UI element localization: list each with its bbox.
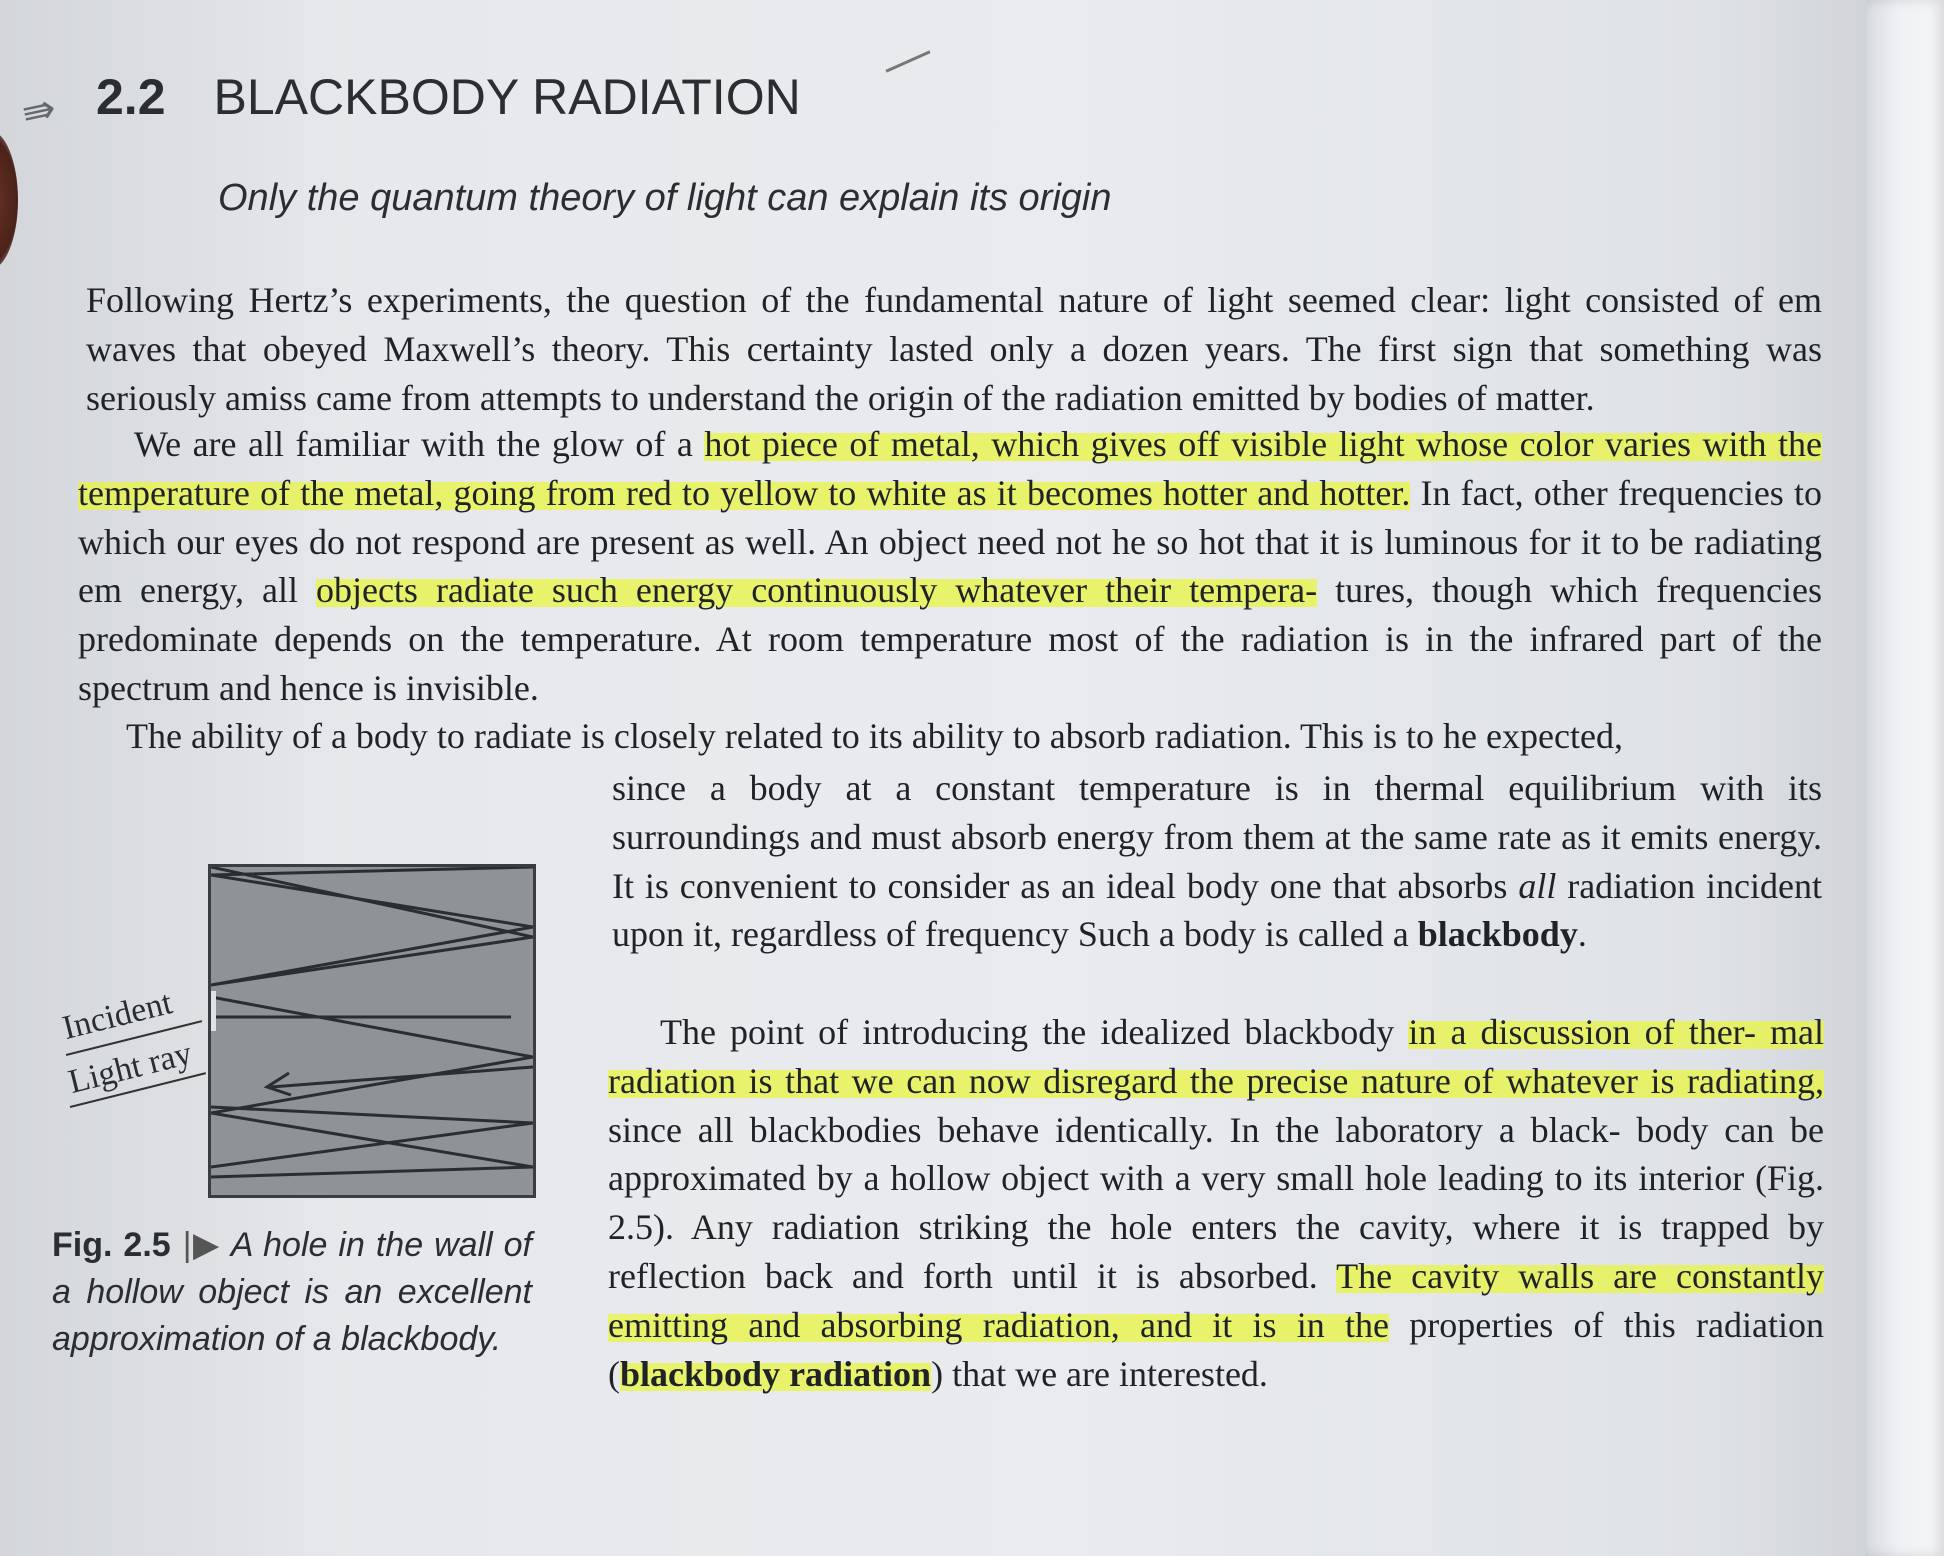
section-heading <box>96 68 801 126</box>
paragraph-text: since a body at a constant temperature is in thermal equilibrium with its surroundings and must absorb energy from them at the same rate as it emits energy. It is convenient to consider as an ideal body one that absorbs <box>612 768 1822 906</box>
section-number: 2.2 <box>96 69 166 125</box>
caption-number: Fig. 2.5 <box>52 1226 171 1264</box>
cavity-ray-diagram <box>211 867 533 1195</box>
paragraph-text: properties of this radiation ( <box>608 1304 1825 1394</box>
paragraph-1 <box>86 276 1822 422</box>
paragraph-text: . <box>1577 914 1587 955</box>
highlighted-text: hot piece of metal, which gives off visible light whose color varies with the temperature of the metal, going from red to yellow to white as it becomes hotter and hotter. <box>78 424 1822 513</box>
paragraph-text: ) that we are interested. <box>931 1353 1268 1394</box>
highlighted-text: The cavity walls are constantly emitting and absorbing radiation, and it is in the <box>608 1255 1824 1345</box>
handwritten-tick-mark <box>885 50 930 72</box>
paragraph-4 <box>608 1008 1824 1398</box>
caption-text: A hole in the wall of a hollow object is an excellent approximation of a blackbody. <box>52 1226 533 1358</box>
bold-term: blackbody <box>1417 914 1578 955</box>
paragraph-text: We are all familiar with the glow of a <box>134 424 705 464</box>
paragraph-text: Following Hertz’s experiments, the question of the fundamental nature of light seemed clear: light consisted of em waves that obeyed Maxwell’s theory. This certainty lasted only a dozen years. The first sign that something was seriously amiss came from attempts to understand the origin of the radiation emitted by bodies of matter. <box>86 280 1822 418</box>
paragraph-text: In fact, other frequencies to which our eyes do not respond are present as well. An object need not he so hot that it is luminous for it to be radiating em energy, all <box>78 472 1822 611</box>
reflected-ray <box>211 997 533 1177</box>
emphasized-text: all <box>1518 865 1557 906</box>
bold-term: blackbody radiation <box>620 1353 932 1394</box>
figure-caption <box>52 1222 532 1363</box>
thumb-shadow <box>0 130 18 270</box>
cavity-figure <box>208 864 536 1198</box>
paragraph-2 <box>78 420 1822 713</box>
paragraph-text: The point of introducing the idealized blackbody <box>660 1012 1409 1052</box>
handwritten-arrow-icon: ⇛ <box>17 85 60 137</box>
section-title: BLACKBODY RADIATION <box>213 69 801 125</box>
arrowhead <box>267 1073 291 1095</box>
paragraph-3-first-line <box>78 712 1824 761</box>
paragraph-text: The ability of a body to radiate is closely related to its ability to absorb radiation. This is to he expected, <box>126 716 1623 756</box>
paragraph-3 <box>612 764 1822 959</box>
arrow-ray <box>271 1067 533 1087</box>
hole-gap <box>211 991 216 1031</box>
paragraph-text: since all blackbodies behave identically. In the laboratory a black- body can be approximated by a hollow object with a very small hole leading to its interior (Fig. 2.5). Any radiation striking the hole enters the cavity, where it is trapped by reflection back and forth until it is absorbed. <box>608 1109 1824 1296</box>
figure-label-incident: Incident <box>58 984 176 1048</box>
paragraph-text: radiation incident upon it, regardless of frequency Such a body is called a <box>612 865 1822 955</box>
reflected-ray <box>211 867 533 985</box>
highlighted-text: objects radiate such energy continuously whatever their tempera- <box>315 570 1318 611</box>
page-edge <box>1866 0 1944 1556</box>
section-subtitle: Only the quantum theory of light can explain its origin <box>218 177 1112 219</box>
paragraph-text: tures, though which frequencies predominate depends on the temperature. At room temperature most of the radiation is in the infrared part of the spectrum and hence is invisible. <box>78 570 1822 708</box>
highlighted-text: in a discussion of ther- mal radiation is that we can now disregard the precise nature of whatever is radiating, <box>608 1012 1825 1101</box>
figure-label-light-ray: Light ray <box>64 1034 196 1102</box>
caption-arrow-icon: |▶ <box>182 1226 221 1264</box>
